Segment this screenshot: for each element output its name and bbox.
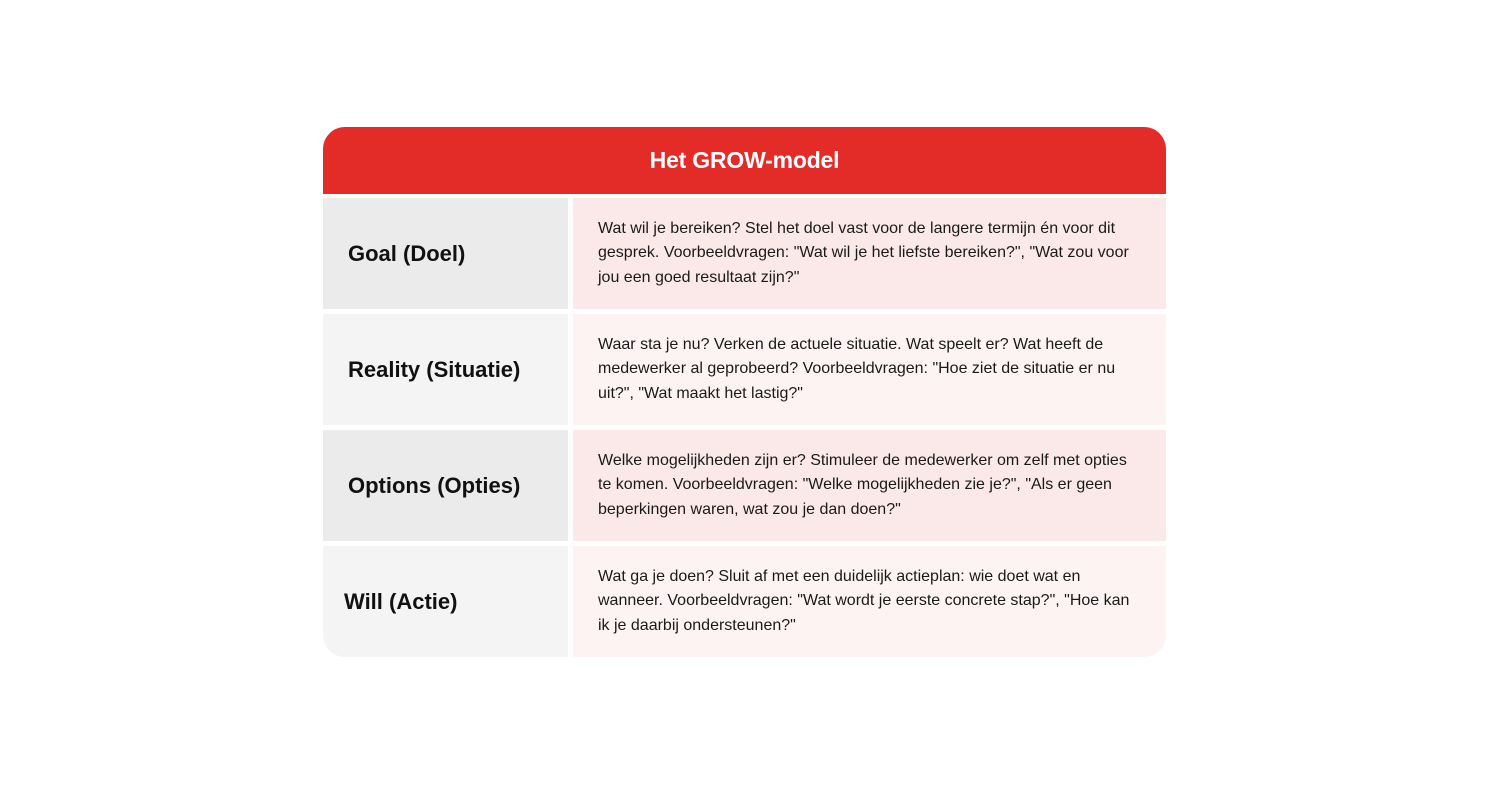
row-label-reality: Reality (Situatie): [323, 314, 568, 425]
row-label-options: Options (Opties): [323, 430, 568, 541]
table-row-will: [323, 546, 1166, 657]
row-description-goal: Wat wil je bereiken? Stel het doel vast voor de langere termijn én voor dit gesprek. Voorbeeldvragen: "Wat wil je het liefste bereiken?", "Wat zou voor jou een goed resultaat zijn?": [573, 198, 1166, 309]
row-label-goal: Goal (Doel): [323, 198, 568, 309]
table-row-goal: [323, 198, 1166, 309]
table-title: Het GROW-model: [323, 127, 1166, 194]
table-row-options: [323, 430, 1166, 541]
row-label-will: Will (Actie): [323, 546, 568, 657]
row-description-will: Wat ga je doen? Sluit af met een duidelijk actieplan: wie doet wat en wanneer. Voorbeeldvragen: "Wat wordt je eerste concrete stap?", "Hoe kan ik je daarbij ondersteunen?": [573, 546, 1166, 657]
row-description-options: Welke mogelijkheden zijn er? Stimuleer de medewerker om zelf met opties te komen. Voorbeeldvragen: "Welke mogelijkheden zie je?", "Als er geen beperkingen waren, wat zou je dan doen?": [573, 430, 1166, 541]
row-description-reality: Waar sta je nu? Verken de actuele situatie. Wat speelt er? Wat heeft de medewerker al geprobeerd? Voorbeeldvragen: "Hoe ziet de situatie er nu uit?", "Wat maakt het lastig?": [573, 314, 1166, 425]
grow-model-table: [323, 127, 1166, 657]
table-row-reality: [323, 314, 1166, 425]
